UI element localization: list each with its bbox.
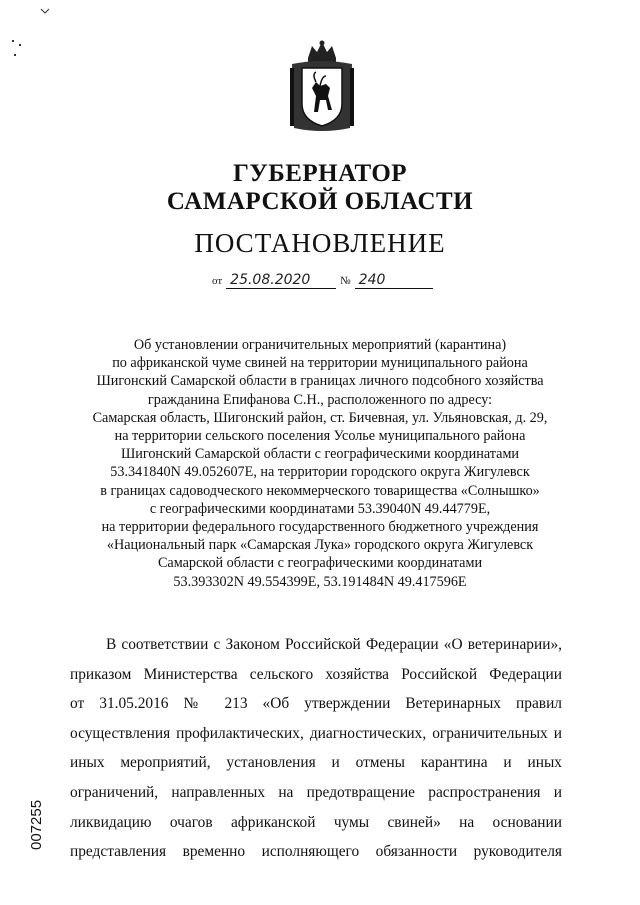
- title-line: на территории сельского поселения Усолье муниципального района: [114, 428, 526, 445]
- samara-coat-of-arms-icon: [286, 38, 358, 134]
- document-title: [50, 336, 590, 591]
- body-line: В соответствии с Законом Российской Федерации «О ветеринарии»,: [106, 636, 562, 653]
- title-line: Шигонский Самарской области в границах личного подсобного хозяйства: [96, 373, 544, 390]
- title-line: Шигонский Самарской области с географическими координатами: [120, 446, 520, 463]
- document-type: ПОСТАНОВЛЕНИЕ: [194, 228, 446, 258]
- title-line: Об установлении ограничительных мероприятий (карантина): [133, 337, 507, 353]
- stamp-number: 007255: [28, 799, 45, 850]
- title-line: на территории федерального государственного бюджетного учреждения: [101, 519, 539, 536]
- title-line: «Национальный парк «Самарская Лука» городского округа Жигулевск: [106, 537, 534, 554]
- document-number: 240: [355, 272, 433, 289]
- title-line: в границах садоводческого некоммерческого товарищества «Солнышко»: [100, 482, 540, 499]
- body-line: представления временно исполняющего обязанности руководителя: [70, 843, 562, 861]
- date-prefix: от: [212, 275, 223, 287]
- document-body: [70, 630, 562, 867]
- issuer-region: САМАРСКОЙ ОБЛАСТИ: [166, 188, 474, 215]
- title-line: 53.341840N 49.052607E, на территории городского округа Жигулевск: [110, 464, 530, 481]
- body-line: приказом Министерства сельского хозяйства Российской Федерации: [70, 665, 562, 683]
- scan-mark: [40, 8, 50, 14]
- title-line: Самарской области с географическими координатами: [157, 555, 483, 572]
- number-prefix: №: [340, 275, 351, 287]
- issuer-title: ГУБЕРНАТОР: [232, 160, 408, 187]
- document-date: 25.08.2020: [226, 272, 336, 289]
- title-line: по африканской чуме свиней на территории муниципального района: [112, 355, 528, 372]
- body-line: ограничений, направленных на предотвращение распространения и: [70, 783, 562, 801]
- body-line: ликвидацию очагов африканской чумы свиней» на основании: [70, 813, 562, 831]
- title-line: гражданина Епифанова С.Н., расположенного по адресу:: [147, 391, 493, 408]
- body-line: от 31.05.2016 № 213 «Об утверждении Ветеринарных правил: [70, 695, 562, 713]
- registration-stamp: [28, 770, 48, 850]
- body-line: осуществления профилактических, диагностических, ограничительных и: [70, 724, 562, 742]
- title-line: 53.393302N 49.554399E, 53.191484N 49.417596E: [173, 573, 467, 590]
- scan-mark: [10, 38, 24, 60]
- title-line: с географическими координатами 53.39040N 49.44779E,: [149, 500, 491, 517]
- date-number-line: [212, 272, 433, 289]
- body-line: иных мероприятий, установления и отмены карантина и иных: [70, 754, 562, 772]
- title-line: Самарская область, Шигонский район, ст. Бичевная, ул. Ульяновская, д. 29,: [92, 409, 548, 426]
